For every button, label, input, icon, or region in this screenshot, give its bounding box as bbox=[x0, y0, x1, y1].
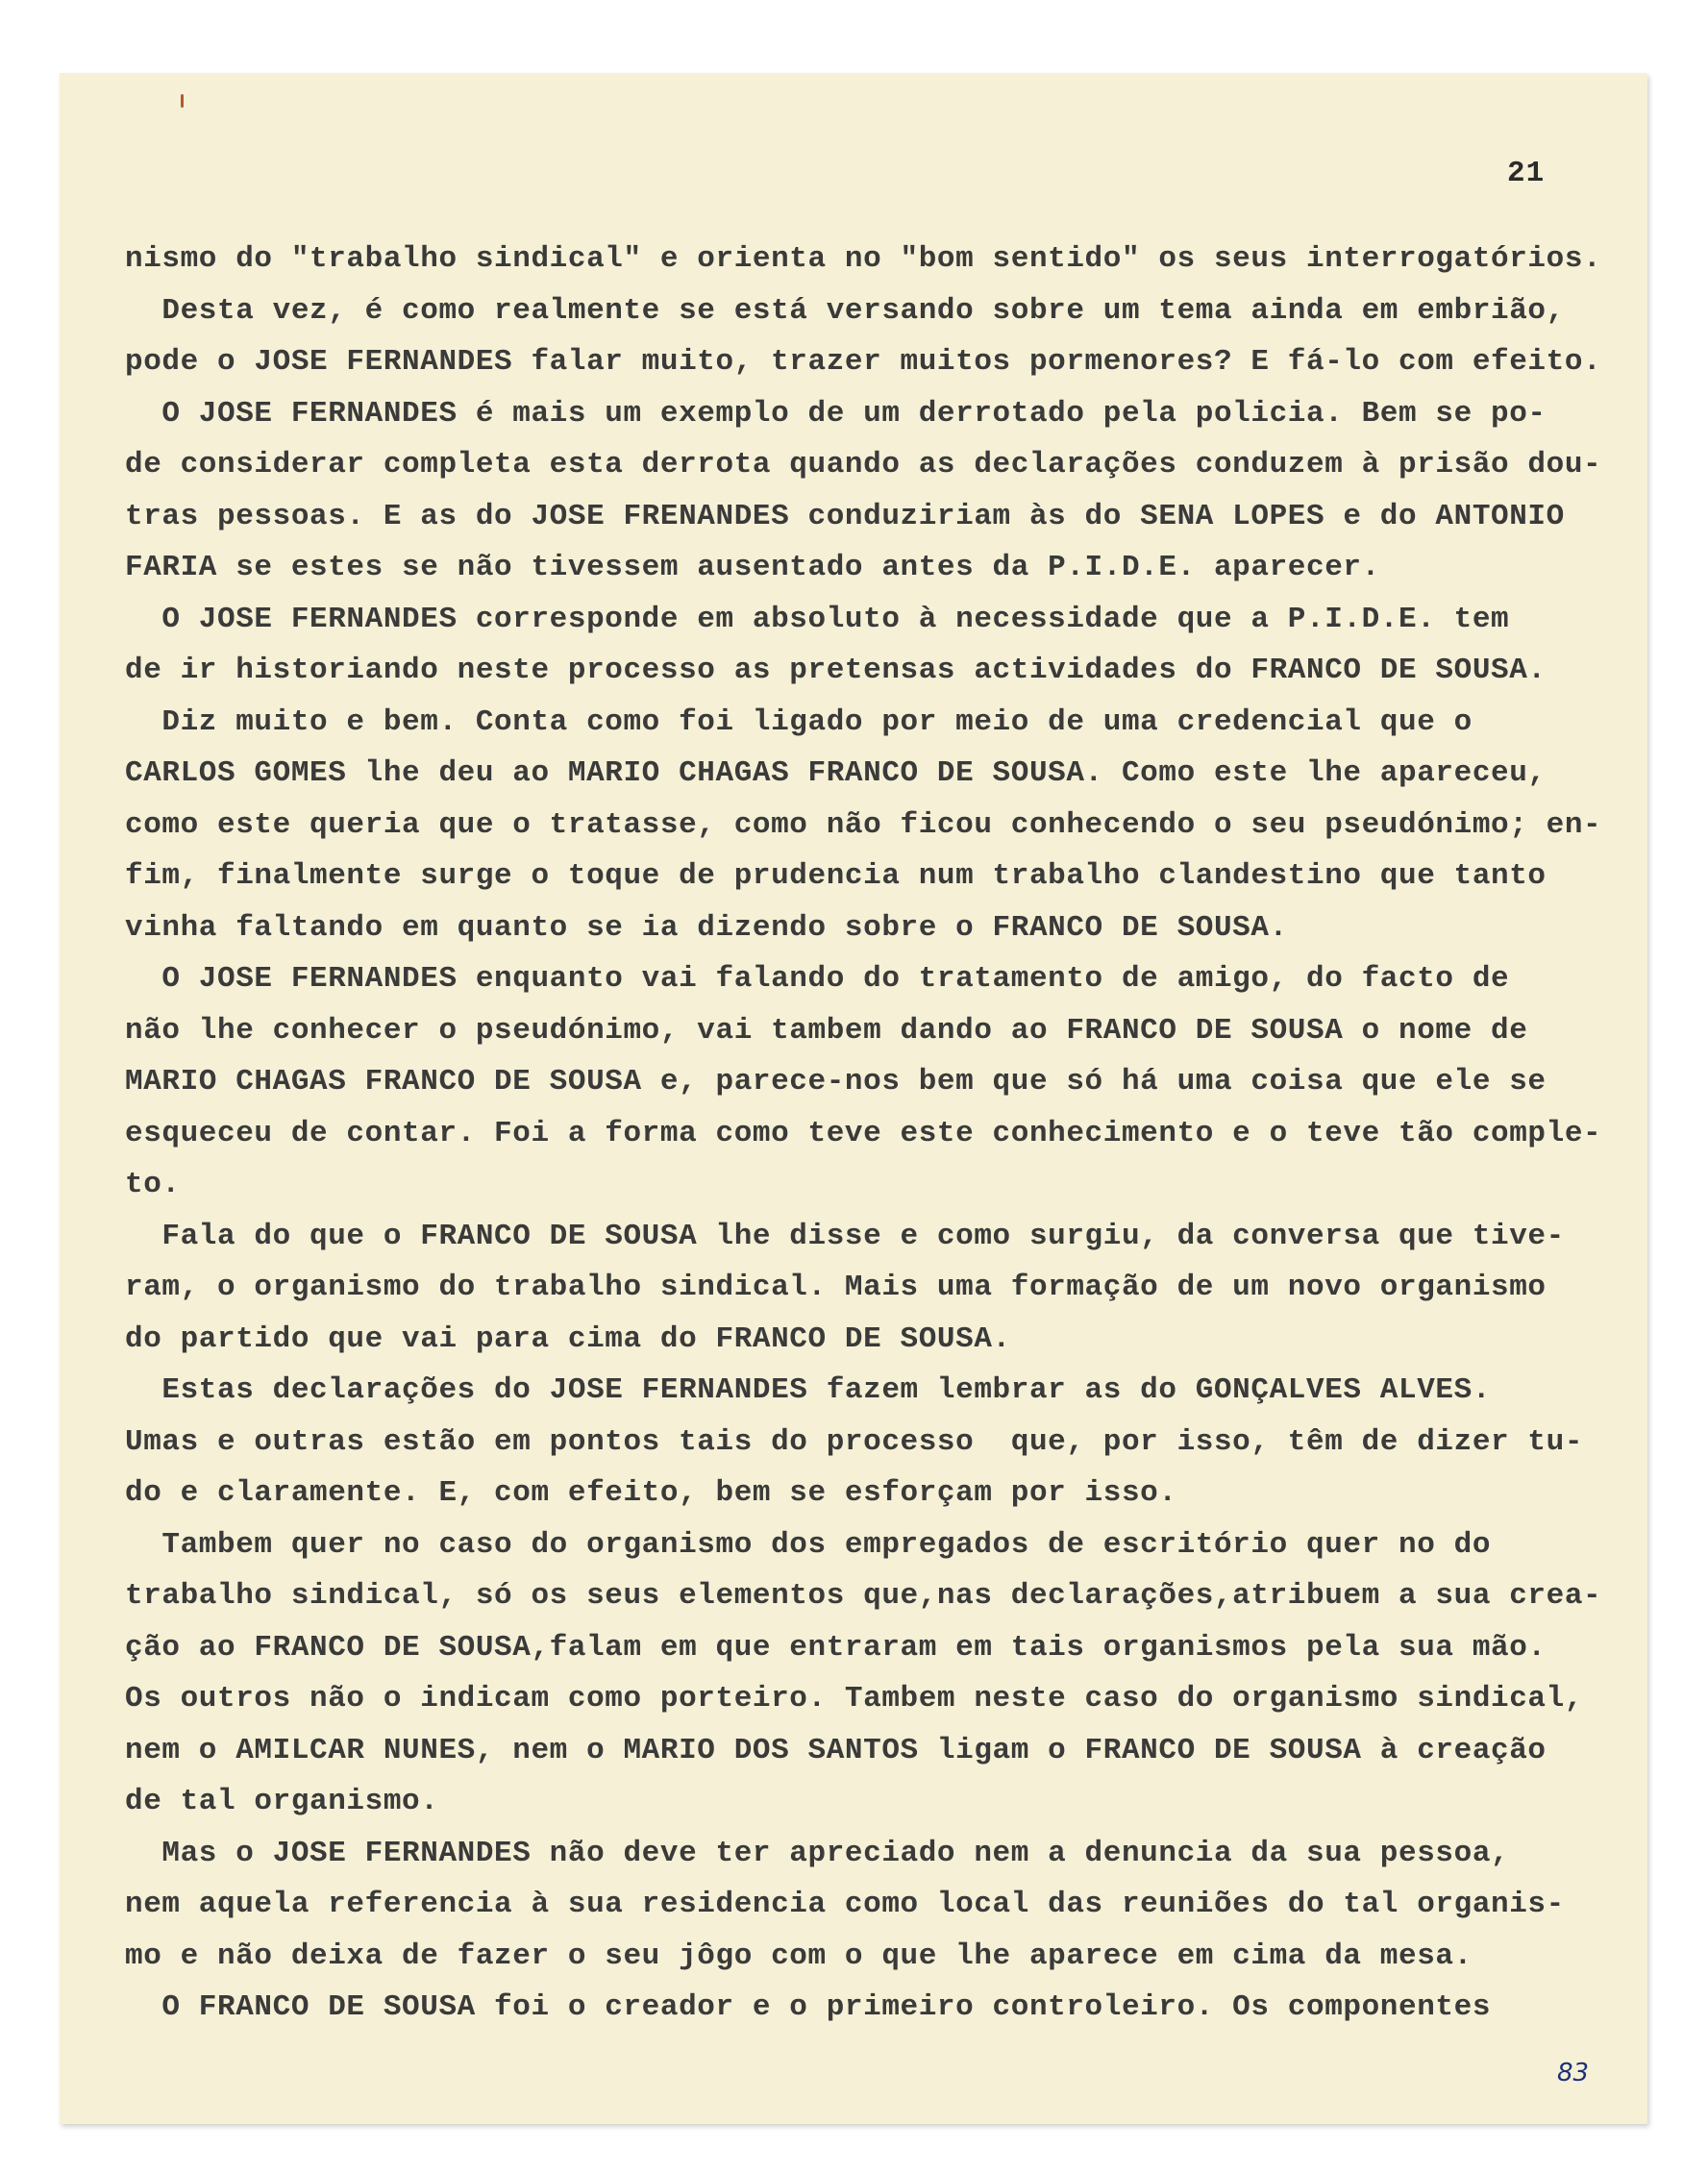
text-line: de tal organismo. bbox=[125, 1785, 439, 1818]
text-line: O JOSE FERNANDES corresponde em absoluto à necessidade que a P.I.D.E. tem bbox=[125, 602, 1510, 636]
text-line: ção ao FRANCO DE SOUSA,falam em que entraram em tais organismos pela sua mão. bbox=[125, 1630, 1547, 1665]
text-line: pode o JOSE FERNANDES falar muito, trazer muitos pormenores? E fá-lo com efeito. bbox=[125, 345, 1602, 379]
text-line: Fala do que o FRANCO DE SOUSA lhe disse e como surgiu, da conversa que tive- bbox=[125, 1219, 1565, 1253]
text-line: do e claramente. E, com efeito, bem se esforçam por isso. bbox=[125, 1476, 1177, 1510]
text-line: de ir historiando neste processo as pretensas actividades do FRANCO DE SOUSA. bbox=[125, 654, 1547, 687]
text-line: Mas o JOSE FERNANDES não deve ter apreciado nem a denuncia da sua pessoa, bbox=[125, 1836, 1510, 1870]
text-line: não lhe conhecer o pseudónimo, vai tambem dando ao FRANCO DE SOUSA o nome de bbox=[125, 1013, 1528, 1048]
text-line: O FRANCO DE SOUSA foi o creador e o primeiro controleiro. Os componentes bbox=[125, 1990, 1492, 2024]
text-line: Tambem quer no caso do organismo dos empregados de escritório quer no do bbox=[125, 1527, 1492, 1562]
text-line: tras pessoas. E as do JOSE FRENANDES conduziriam às do SENA LOPES e do ANTONIO bbox=[125, 499, 1565, 533]
text-line: do partido que vai para cima do FRANCO DE SOUSA. bbox=[125, 1321, 1011, 1356]
rust-mark bbox=[181, 94, 184, 108]
text-line: mo e não deixa de fazer o seu jôgo com o que lhe aparece em cima da mesa. bbox=[125, 1938, 1473, 1973]
text-line: CARLOS GOMES lhe deu ao MARIO CHAGAS FRANCO DE SOUSA. Como este lhe apareceu, bbox=[125, 756, 1547, 790]
text-line: nem o AMILCAR NUNES, nem o MARIO DOS SANTOS ligam o FRANCO DE SOUSA à creação bbox=[125, 1733, 1547, 1767]
text-line: O JOSE FERNANDES enquanto vai falando do tratamento de amigo, do facto de bbox=[125, 962, 1510, 996]
text-line: nismo do "trabalho sindical" e orienta no "bom sentido" os seus interrogatórios. bbox=[125, 242, 1602, 276]
text-line: como este queria que o tratasse, como não ficou conhecendo o seu pseudónimo; en- bbox=[125, 807, 1602, 842]
text-line: fim, finalmente surge o toque de prudencia num trabalho clandestino que tanto bbox=[125, 859, 1547, 893]
text-line: de considerar completa esta derrota quando as declarações conduzem à prisão dou- bbox=[125, 448, 1602, 482]
text-line: esqueceu de contar. Foi a forma como teve este conhecimento e o teve tão comple- bbox=[125, 1116, 1602, 1150]
text-line: Estas declarações do JOSE FERNANDES fazem lembrar as do GONÇALVES ALVES. bbox=[125, 1373, 1492, 1407]
page-number: 21 bbox=[1507, 157, 1546, 190]
text-line: vinha faltando em quanto se ia dizendo sobre o FRANCO DE SOUSA. bbox=[125, 910, 1288, 945]
text-line: FARIA se estes se não tivessem ausentado antes da P.I.D.E. aparecer. bbox=[125, 551, 1380, 584]
text-line: to. bbox=[125, 1168, 181, 1201]
body-text bbox=[125, 234, 1634, 2034]
text-line: Desta vez, é como realmente se está versando sobre um tema ainda em embrião, bbox=[125, 293, 1565, 328]
archive-folio-number: 83 bbox=[1557, 2059, 1590, 2087]
text-line: nem aquela referencia à sua residencia como local das reuniões do tal organis- bbox=[125, 1888, 1565, 1921]
text-line: Os outros não o indicam como porteiro. Tambem neste caso do organismo sindical, bbox=[125, 1682, 1584, 1716]
text-line: ram, o organismo do trabalho sindical. Mais uma formação de um novo organismo bbox=[125, 1271, 1547, 1304]
text-line: MARIO CHAGAS FRANCO DE SOUSA e, parece-nos bem que só há uma coisa que ele se bbox=[125, 1065, 1547, 1099]
text-line: trabalho sindical, só os seus elementos que,nas declarações,atribuem a sua crea- bbox=[125, 1579, 1602, 1613]
text-line: Diz muito e bem. Conta como foi ligado por meio de uma credencial que o bbox=[125, 704, 1473, 739]
text-line: Umas e outras estão em pontos tais do processo que, por isso, têm de dizer tu- bbox=[125, 1424, 1584, 1459]
text-line: O JOSE FERNANDES é mais um exemplo de um derrotado pela policia. Bem se po- bbox=[125, 396, 1547, 431]
